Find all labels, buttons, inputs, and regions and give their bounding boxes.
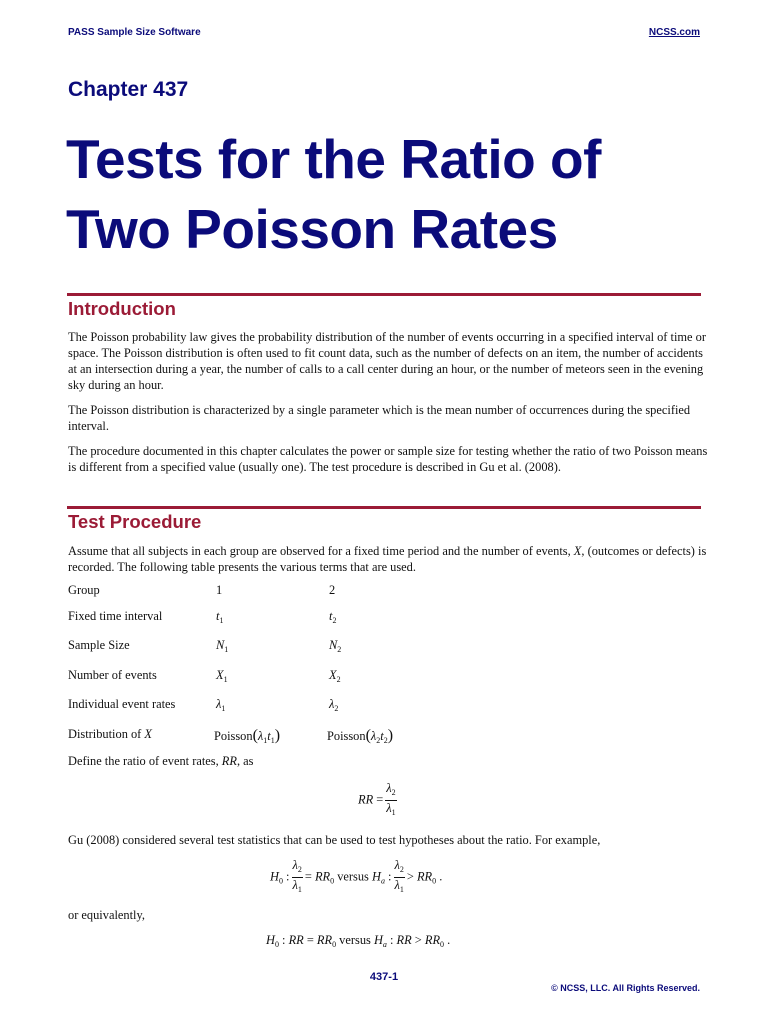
page-title: [66, 124, 726, 264]
equation-hypotheses-2: $H_0$ : RR = $RR_0$ versus $H_a$ : RR > $RR_0$ .: [266, 933, 451, 949]
row-value-group-2: $X_2$: [329, 668, 341, 684]
header-software-name: PASS Sample Size Software: [68, 27, 201, 38]
gu-paragraph: Gu (2008) considered several test statistics that can be used to test hypotheses about the ratio. For example,: [68, 833, 601, 847]
row-value-group-2: $Poisson(\lambda_2t_2)$: [327, 727, 394, 745]
equation-rr: RR = $\frac{\lambda_2}{\lambda_1}$: [358, 781, 396, 817]
text-run: , (outcomes or defects) is recorded. The following table presents the various terms that are used.: [68, 544, 707, 574]
intro-paragraph-3: The procedure documented in this chapter calculates the power or sample size for testing whether the ratio of two Poisson means is different from a specified value (usually one). The test procedure is described in Gu et al. (2008).: [68, 444, 708, 474]
row-value-group-1: $X_1$: [216, 668, 228, 684]
section-heading-test-procedure: Test Procedure: [68, 511, 202, 532]
table-header-group-2: 2: [329, 583, 336, 597]
table-header-group: Group: [68, 583, 100, 597]
table-header-group-1: 1: [216, 583, 223, 597]
define-ratio-text: Define the ratio of event rates, RR, as: [68, 754, 254, 768]
copyright-notice: © NCSS, LLC. All Rights Reserved.: [551, 983, 700, 993]
page-number: 437-1: [369, 971, 399, 983]
row-value-group-2: $t_2$: [329, 609, 337, 625]
variable-x: X: [573, 544, 582, 558]
row-value-group-2: $N_2$: [329, 638, 342, 654]
row-value-group-2: $\lambda_2$: [329, 697, 339, 713]
intro-paragraph-2: The Poisson distribution is characterized by a single parameter which is the mean number of occurrences during the specified interval.: [68, 403, 691, 433]
header-site-link[interactable]: NCSS.com: [648, 27, 700, 38]
row-label: Number of events: [68, 668, 157, 682]
table-row: [68, 638, 518, 656]
table-row: [68, 668, 518, 686]
or-equivalently-text: or equivalently,: [68, 908, 145, 922]
row-value-group-1: $\lambda_1$: [216, 697, 226, 713]
text-run: Assume that all subjects in each group are observed for a fixed time period and the number of events,: [68, 544, 574, 558]
row-label: Fixed time interval: [68, 609, 163, 623]
row-value-group-1: $Poisson(\lambda_1t_1)$: [214, 727, 281, 745]
title-line-2: Two Poisson Rates: [66, 198, 558, 260]
test-paragraph-1: [68, 543, 708, 575]
row-value-group-1: $t_1$: [216, 609, 224, 625]
row-label: Distribution of X: [68, 727, 152, 741]
table-row: [68, 609, 518, 627]
chapter-label: Chapter 437: [68, 78, 189, 101]
row-label: Individual event rates: [68, 697, 176, 711]
table-row: [68, 727, 518, 745]
intro-paragraph-1: The Poisson probability law gives the probability distribution of the number of events occurring in a specified interval of time or space. The Poisson distribution is often used to fit count data, such as the number of defects on an item, the number of accidents at an intersection during a year, the number of calls to a call center during an hour, or the number of meteors seen in the evening sky during an hour.: [68, 330, 706, 392]
row-label: Sample Size: [68, 638, 130, 652]
table-row: [68, 697, 518, 715]
equation-hypotheses-1: $H_0$ : $\frac{\lambda_2}{\lambda_1}$ = $RR_0$ versus $H_a$ : $\frac{\lambda_2}{\lambda_1}$ > $RR_0$ .: [270, 858, 443, 894]
section-heading-introduction: Introduction: [68, 298, 176, 319]
row-value-group-1: $N_1$: [216, 638, 229, 654]
section-divider: [67, 506, 701, 509]
table-header-row: [68, 583, 518, 601]
section-divider: [67, 293, 701, 296]
title-line-1: Tests for the Ratio of: [66, 128, 601, 190]
